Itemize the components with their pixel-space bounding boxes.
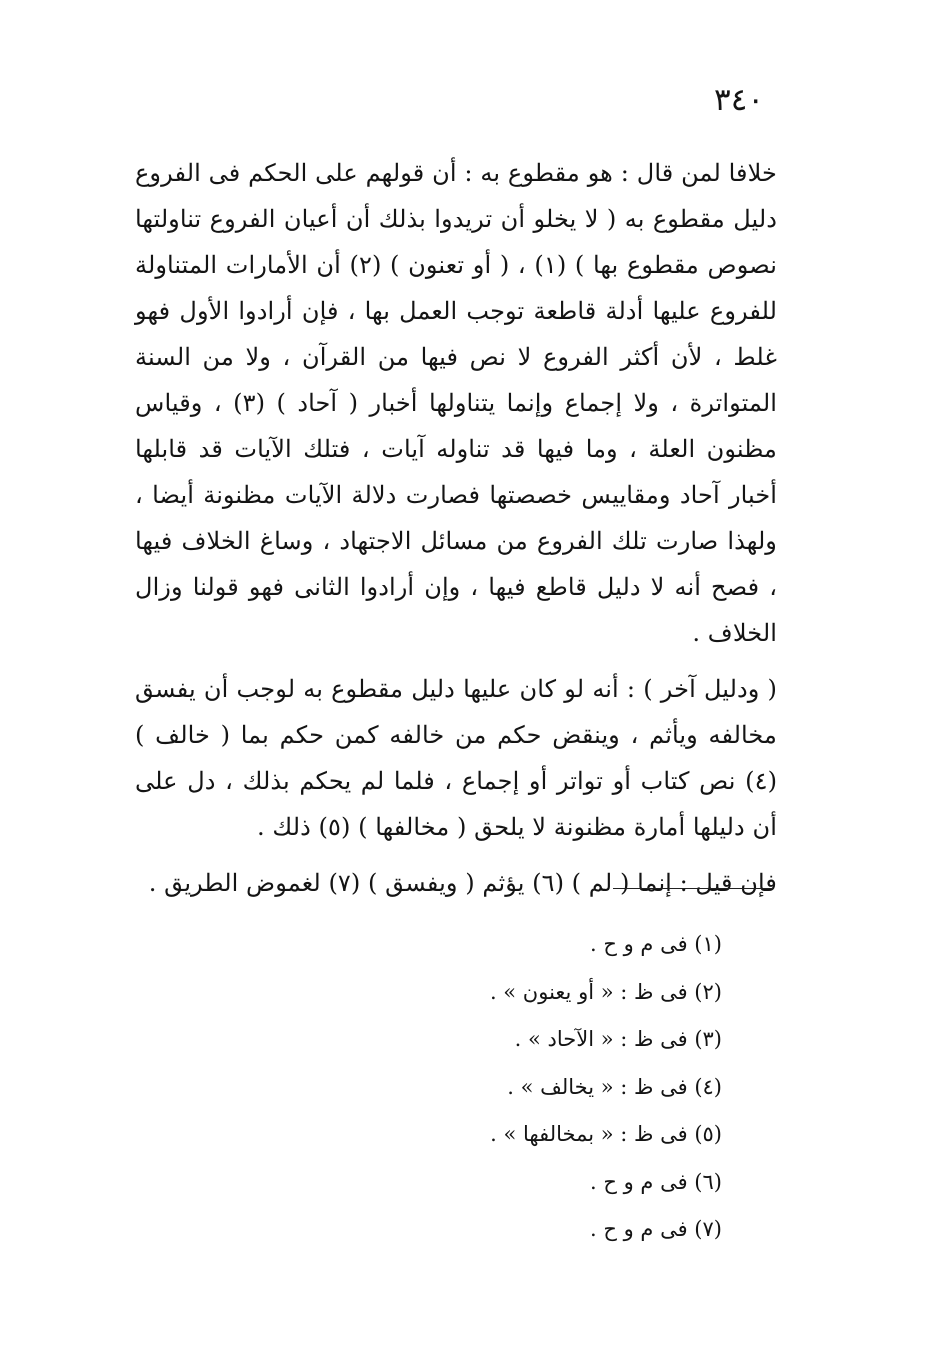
footnote-5: (٥) فى ظ : « بمخالفها » . [490,1122,722,1146]
footnotes [222,921,722,1254]
main-text [135,150,777,906]
footnote-separator [613,888,773,889]
page-number: ٣٤٠ [714,82,764,118]
paragraph-1: خلافا لمن قال : هو مقطوع به : أن قولهم على الحكم فى الفروع دليل مقطوع به ( لا يخلو أن تريدوا بذلك أن أعيان الفروع تناولتها نصوص مقطوع بها ) (١) ، ( أو تعنون ) (٢) أن الأمارات المتناولة للفروع عليها أدلة قاطعة توجب العمل بها ، فإن أرادوا الأول فهو غلط ، لأن أكثر الفروع لا نص فيها من القرآن ، ولا من السنة المتواترة ، ولا إجماع وإنما يتناولها أخبار ( آحاد ) (٣) ، وقياس مظنون العلة ، وما فيها قد تناوله آيات ، فتلك الآيات قد قابلها أخبار آحاد ومقاييس خصصتها فصارت دلالة الآيات مظنونة أيضا ، ولهذا صارت تلك الفروع من مسائل الاجتهاد ، وساغ الخلاف فيها ، فصح أنه لا دليل قاطع فيها ، وإن أرادوا الثانى فهو قولنا وزال الخلاف . [135,159,777,647]
footnote-6: (٦) فى م و ح . [590,1169,722,1194]
paragraph-3: فإن قيل : إنما ( لم ) (٦) يؤثم ( ويفسق ) (٧) لغموض الطريق . [148,869,777,897]
paragraph-2: ( ودليل آخر ) : أنه لو كان عليها دليل مقطوع به لوجب أن يفسق مخالفه ويأثم ، وينقض حكم من خالفه كمن حكم بما ( خالف ) (٤) نص كتاب أو تواتر أو إجماع ، فلما لم يحكم بذلك ، دل على أن دليلها أمارة مظنونة لا يلحق ( مخالفها ) (٥) ذلك . [135,675,777,841]
footnote-7: (٧) فى م و ح . [590,1217,722,1241]
footnote-1: (١) فى م و ح . [590,932,722,956]
footnote-4: (٤) فى ظ : « يخالف » . [507,1074,722,1099]
footnote-3: (٣) فى ظ : « الآحاد » . [514,1027,722,1051]
footnote-2: (٢) فى ظ : « أو يعنون » . [489,979,722,1004]
